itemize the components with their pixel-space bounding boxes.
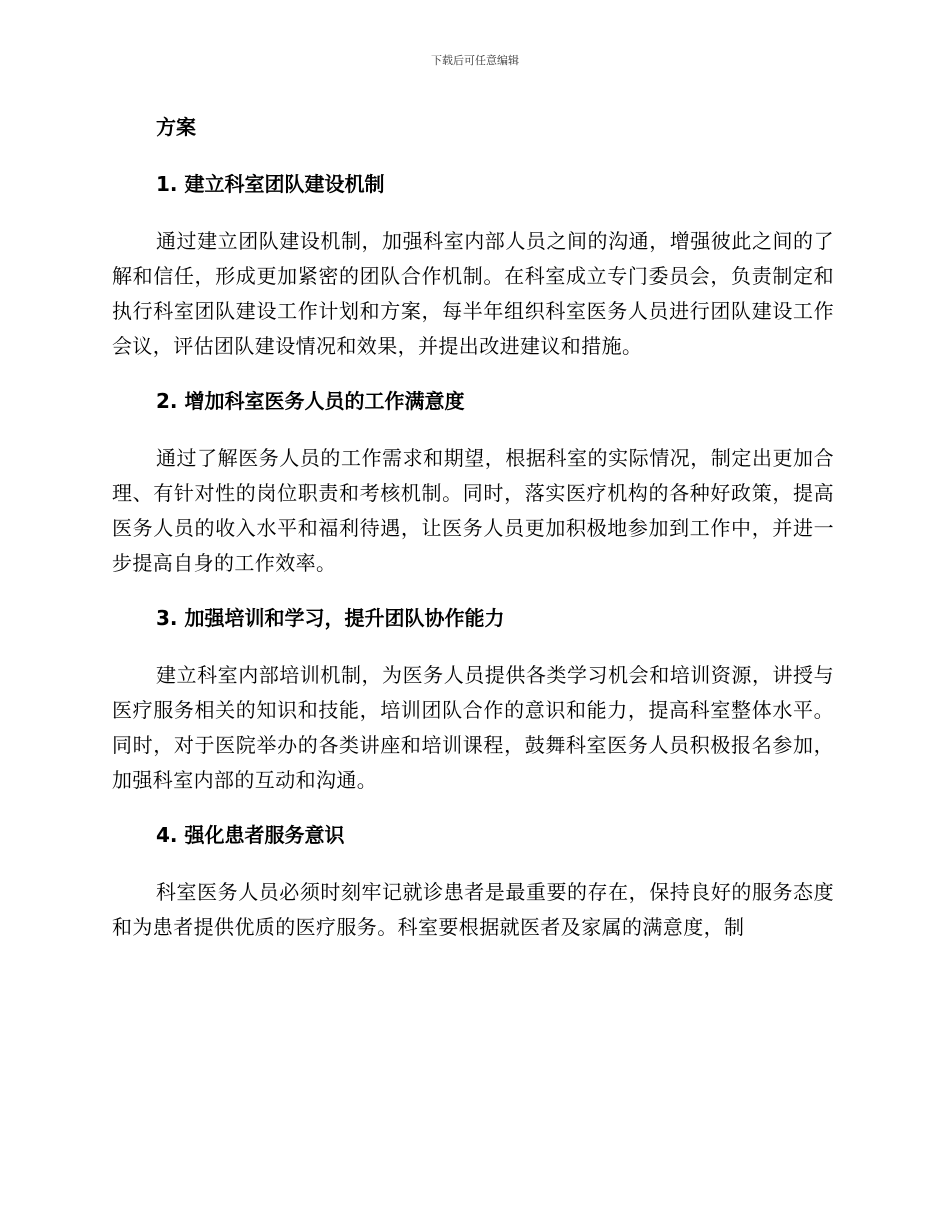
section-paragraph-3: 建立科室内部培训机制，为医务人员提供各类学习机会和培训资源，讲授与医疗服务相关的知识和技能，培训团队合作的意识和能力，提高科室整体水平。同时，对于医院举办的各类讲座和培训课程，鼓舞科室医务人员积极报名参加，加强科室内部的互动和沟通。 bbox=[112, 663, 834, 792]
document-body bbox=[112, 112, 834, 967]
section-heading-2: 2. 增加科室医务人员的工作满意度 bbox=[156, 389, 465, 413]
section-paragraph-4: 科室医务人员必须时刻牢记就诊患者是最重要的存在，保持良好的服务态度和为患者提供优质的医疗服务。科室要根据就医者及家属的满意度，制 bbox=[112, 880, 834, 939]
section-heading-3: 3. 加强培训和学习，提升团队协作能力 bbox=[156, 606, 505, 630]
section-heading-1: 1. 建立科室团队建设机制 bbox=[156, 172, 385, 196]
section-heading-4: 4. 强化患者服务意识 bbox=[156, 823, 345, 847]
section-paragraph-1: 通过建立团队建设机制，加强科室内部人员之间的沟通，增强彼此之间的了解和信任，形成更加紧密的团队合作机制。在科室成立专门委员会，负责制定和执行科室团队建设工作计划和方案，每半年组织科室医务人员进行团队建设工作会议，评估团队建设情况和效果，并提出改进建议和措施。 bbox=[112, 229, 834, 358]
page-header: 下载后可任意编辑 bbox=[431, 54, 519, 67]
document-title: 方案 bbox=[156, 115, 196, 139]
section-paragraph-2: 通过了解医务人员的工作需求和期望，根据科室的实际情况，制定出更加合理、有针对性的岗位职责和考核机制。同时，落实医疗机构的各种好政策，提高医务人员的收入水平和福利待遇，让医务人员更加积极地参加到工作中，并进一步提高自身的工作效率。 bbox=[112, 446, 834, 575]
